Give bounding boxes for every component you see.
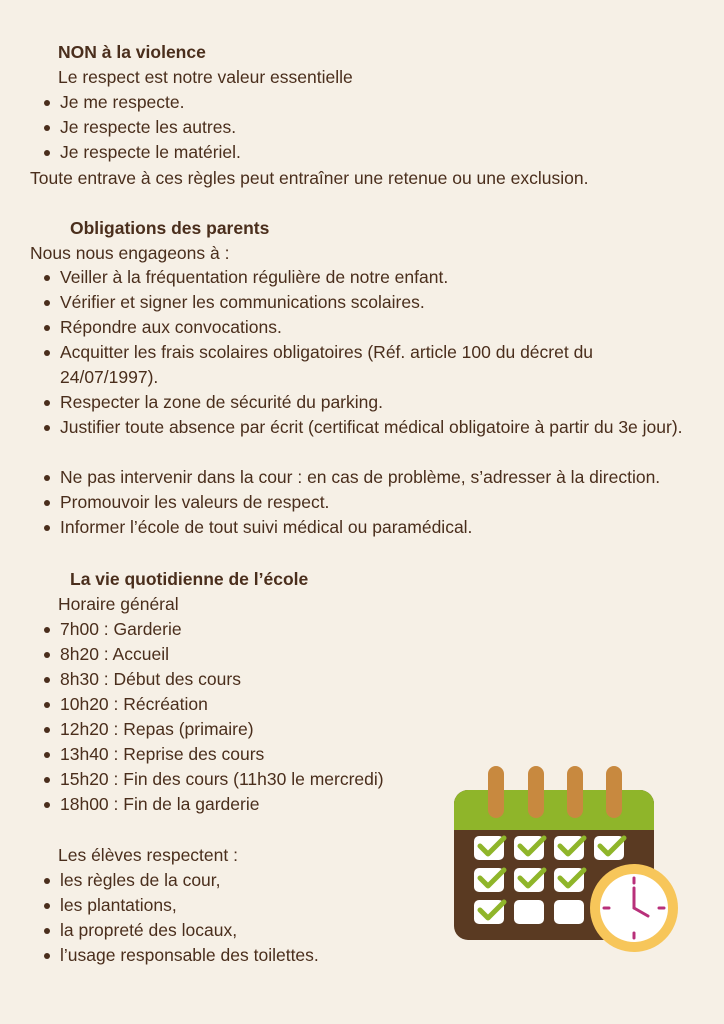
list-item: les plantations, (30, 893, 319, 918)
schedule-item: 10h20 : Récréation (30, 692, 384, 717)
list-item: Je me respecte. (30, 90, 241, 115)
parents-list (30, 265, 710, 540)
list-item: Veiller à la fréquentation régulière de notre enfant. (30, 265, 710, 290)
schedule-item: 18h00 : Fin de la garderie (30, 792, 384, 817)
schedule-list (30, 617, 384, 817)
schedule-item: 7h00 : Garderie (30, 617, 384, 642)
list-item: Respecter la zone de sécurité du parking. (30, 390, 710, 415)
list-item: les règles de la cour, (30, 868, 319, 893)
parents-intro: Nous nous engageons à : (30, 243, 230, 263)
daily-title: La vie quotidienne de l’école (70, 569, 309, 589)
list-item: Acquitter les frais scolaires obligatoires (Réf. article 100 du décret du 24/07/1997). (30, 340, 660, 390)
list-item: Répondre aux convocations. (30, 315, 710, 340)
schedule-item: 13h40 : Reprise des cours (30, 742, 384, 767)
violence-list (30, 90, 241, 165)
schedule-label: Horaire général (58, 594, 179, 614)
schedule-item: 8h30 : Début des cours (30, 667, 384, 692)
list-item: Vérifier et signer les communications scolaires. (30, 290, 710, 315)
parents-title: Obligations des parents (70, 218, 270, 238)
students-list (30, 868, 319, 968)
violence-note: Toute entrave à ces règles peut entraîner une retenue ou une exclusion. (30, 168, 589, 188)
list-item: Je respecte le matériel. (30, 140, 241, 165)
schedule-item: 8h20 : Accueil (30, 642, 384, 667)
violence-subtitle: Le respect est notre valeur essentielle (58, 67, 353, 87)
list-item: la propreté des locaux, (30, 918, 319, 943)
list-item: Je respecte les autres. (30, 115, 241, 140)
calendar-clock-icon (450, 760, 690, 960)
schedule-item: 15h20 : Fin des cours (11h30 le mercredi) (30, 767, 384, 792)
list-item: l’usage responsable des toilettes. (30, 943, 319, 968)
students-label: Les élèves respectent : (58, 845, 238, 865)
list-item: Promouvoir les valeurs de respect. (30, 490, 710, 515)
list-item: Justifier toute absence par écrit (certificat médical obligatoire à partir du 3e jour). (30, 415, 710, 465)
list-item: Ne pas intervenir dans la cour : en cas de problème, s’adresser à la direction. (30, 465, 710, 490)
list-item: Informer l’école de tout suivi médical ou paramédical. (30, 515, 710, 540)
schedule-item: 12h20 : Repas (primaire) (30, 717, 384, 742)
violence-title: NON à la violence (58, 42, 206, 62)
